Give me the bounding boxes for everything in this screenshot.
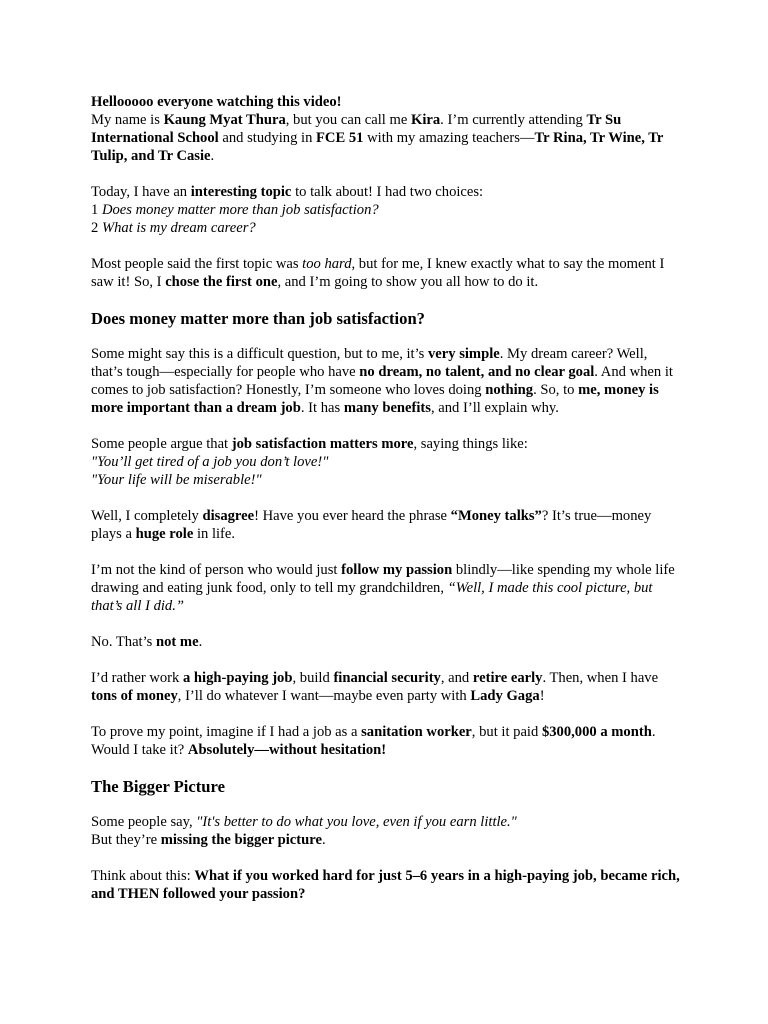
argue-paragraph — [91, 435, 681, 489]
italic-run: too hard — [302, 256, 352, 272]
text-run: I’d rather work — [91, 670, 183, 686]
text-run: . It has — [300, 400, 344, 416]
text-run: , and — [440, 670, 473, 686]
bold-run: huge role — [135, 526, 194, 542]
text-run: But they’re — [91, 832, 161, 848]
text-run: , but for me, I knew exactly what to say the moment I saw it! So, I — [91, 256, 665, 290]
bold-run: me, money is more important than a dream job — [91, 382, 659, 416]
greeting: Hellooooo everyone watching this video! — [91, 94, 342, 110]
think-paragraph — [91, 867, 681, 903]
text-run: To prove my point, imagine if I had a job as a — [91, 724, 362, 740]
bold-run: chose the first one — [165, 274, 278, 290]
bold-run: interesting topic — [190, 184, 292, 200]
simple-paragraph — [91, 345, 681, 417]
rather-paragraph — [91, 669, 681, 705]
text-run: . — [210, 148, 215, 164]
bold-run: follow my passion — [341, 562, 453, 578]
text-run: , build — [292, 670, 334, 686]
text-run: , and I’ll explain why. — [430, 400, 559, 416]
text-run: . I’m currently attending — [440, 112, 587, 128]
choice-number: 2 — [91, 220, 99, 236]
text-run: ! — [539, 688, 545, 704]
bold-run: financial security — [333, 670, 441, 686]
choice-item-2 — [91, 219, 681, 237]
teacher-names: Tr Rina, Tr Wine, Tr Tulip, and Tr Casie — [91, 130, 664, 164]
bold-run: very simple — [428, 346, 500, 362]
bold-run: What if you worked hard for just 5–6 years in a high-paying job, became rich, and THEN followed your passion? — [91, 868, 680, 902]
author-name: Kaung Myat Thura — [163, 112, 286, 128]
disagree-paragraph — [91, 507, 681, 543]
text-run: . And when it comes to job satisfaction? Honestly, I’m someone who loves doing — [91, 364, 673, 398]
choice-text: What is my dream career? — [98, 220, 256, 236]
text-run: , but you can call me — [285, 112, 411, 128]
bold-run: retire early — [472, 670, 543, 686]
italic-run: “Well, I made this cool picture, but that’s all I did.” — [91, 580, 653, 614]
text-run: , I’ll do whatever I want—maybe even party with — [177, 688, 471, 704]
choice-number: 1 — [91, 202, 99, 218]
text-run: in life. — [193, 526, 236, 542]
choice-paragraph — [91, 255, 681, 291]
bold-run: $300,000 a month — [541, 724, 652, 740]
author-nickname: Kira — [410, 112, 441, 128]
text-run: blindly—like spending my whole life drawing and eating junk food, only to tell my grandchildren, — [91, 562, 675, 596]
bold-run: Absolutely—without hesitation! — [187, 742, 387, 758]
section-heading: The Bigger Picture — [91, 777, 225, 796]
bold-run: Lady Gaga — [470, 688, 540, 704]
bigger-line-2 — [91, 831, 681, 849]
text-run: Some people argue that — [91, 436, 232, 452]
choice-text: Does money matter more than job satisfaction? — [98, 202, 379, 218]
bold-run: tons of money — [91, 688, 178, 704]
bold-run: many benefits — [343, 400, 431, 416]
choice-item-1 — [91, 201, 681, 219]
text-run: . My dream career? Well, that’s tough—especially for people who have — [91, 346, 648, 380]
school-name: Tr Su International School — [91, 112, 622, 146]
text-run: Most people said the first topic was — [91, 256, 303, 272]
text-run: ! Have you ever heard the phrase — [254, 508, 451, 524]
quote-text: "Your life will be miserable!" — [91, 472, 262, 488]
bold-run: job satisfaction matters more — [231, 436, 414, 452]
text-run: Today, I have an — [91, 184, 191, 200]
quote-item-1 — [91, 453, 681, 471]
text-run: , saying things like: — [413, 436, 528, 452]
text-run: I’m not the kind of person who would just — [91, 562, 342, 578]
bold-run: “Money talks” — [450, 508, 542, 524]
text-run: . — [321, 832, 326, 848]
topics-paragraph — [91, 183, 681, 237]
bold-run: nothing — [485, 382, 534, 398]
text-run: to talk about! I had two choices: — [291, 184, 484, 200]
text-run: . — [198, 634, 203, 650]
bold-run: disagree — [202, 508, 255, 524]
not-me-paragraph — [91, 633, 681, 651]
italic-run: "It's better to do what you love, even if you earn little." — [196, 814, 517, 830]
text-run: with my amazing teachers— — [363, 130, 535, 146]
quote-text: "You’ll get tired of a job you don’t love!" — [91, 454, 329, 470]
text-run: Well, I completely — [91, 508, 203, 524]
bold-run: sanitation worker — [361, 724, 472, 740]
text-run: , but it paid — [471, 724, 542, 740]
bold-run: not me — [156, 634, 199, 650]
document-body — [91, 93, 681, 921]
text-run: . So, to — [533, 382, 579, 398]
bigger-paragraph — [91, 813, 681, 849]
text-run: and studying in — [218, 130, 317, 146]
passion-paragraph — [91, 561, 681, 615]
text-run: Some might say this is a difficult question, but to me, it’s — [91, 346, 428, 362]
text-run: No. That’s — [91, 634, 156, 650]
text-run: ? It’s true—money plays a — [91, 508, 652, 542]
text-run: Some people say, — [91, 814, 197, 830]
intro-paragraph — [91, 93, 681, 165]
text-run: . Would I take it? — [91, 724, 656, 758]
text-run: Think about this: — [91, 868, 195, 884]
bold-run: missing the bigger picture — [160, 832, 322, 848]
class-name: FCE 51 — [316, 130, 364, 146]
section-heading: Does money matter more than job satisfaction? — [91, 309, 425, 328]
text-run: . Then, when I have — [542, 670, 659, 686]
text-run: , and I’m going to show you all how to do it. — [277, 274, 539, 290]
quote-item-2 — [91, 471, 681, 489]
prove-paragraph — [91, 723, 681, 759]
bold-run: a high-paying job — [182, 670, 293, 686]
bold-run: no dream, no talent, and no clear goal — [359, 364, 595, 380]
text-run: My name is — [91, 112, 164, 128]
